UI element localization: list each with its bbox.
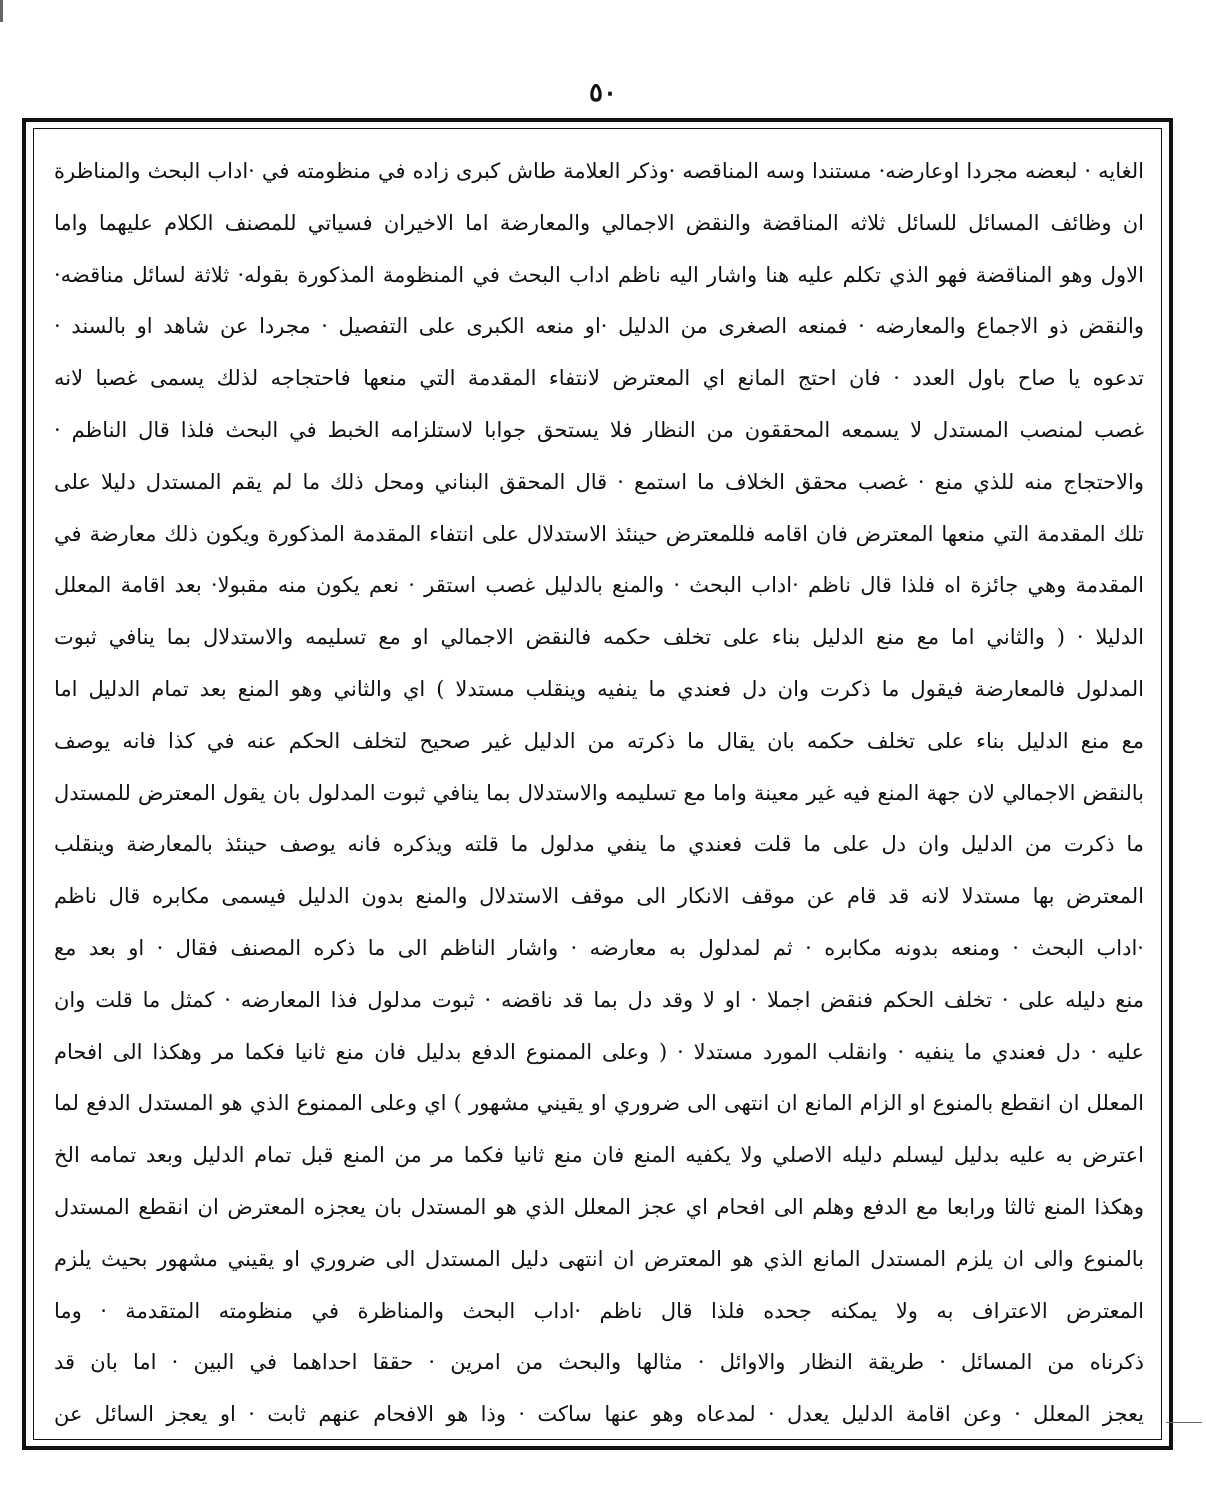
text-line: اعترض به عليه بدليل ليسلم دليله الاصلي ولا يكفيه المنع فان منع ثانيا فكما مر من المنع قبل تمام الدليل وبعد تمامه الخ — [54, 1143, 1144, 1168]
text-line: بالنقض الاجمالي لان جهة المنع فيه غير معينة واما مع تسليمه والاستدلال بما ينافي ثبوت المدلول بان يقول المعترض للمستدل — [54, 780, 1144, 805]
text-line: المعلل ان انقطع بالمنوع او الزام المانع ان انتهى الى ضروري او يقيني مشهور ) اي وعلى الممنوع الذي هو المستدل الدفع لما — [54, 1091, 1144, 1116]
text-line: المعترض الاعتراف به ولا يمكنه جحده فلذا قال ناظم ·اداب البحث والمناظرة في منظومته المتقدمة · وما — [54, 1298, 1144, 1323]
text-line: المعترض بها مستدلا لانه قد قام عن موقف الانكار الى موقف الاستدلال والمنع بدون الدليل فيسمى مكابره قال ناظم — [54, 884, 1144, 909]
text-line: بالمنوع والى ان يلزم المستدل المانع الذي هو المعترض ان انتهى دليل المستدل الى ضروري او يقيني مشهور بحيث يلزم — [54, 1246, 1144, 1271]
text-line: المدلول فالمعارضة فيقول ما ذكرت وان دل فعندي ما ينفيه وينقلب مستدلا ) اي والثاني وهو المنع بعد تمام الدليل اما — [54, 676, 1144, 701]
text-line: ما ذكرت من الدليل وان دل على ما قلت فعندي ما ينفي مدلول ما قلته ويذكره فانه يوصف حينئذ بالمعارضة وينقلب — [54, 832, 1144, 857]
text-line: الاول وهو المناقضة فهو الذي تكلم عليه هنا واشار اليه ناظم اداب البحث في المنظومة المذكورة بقوله· ثلاثة لسائل مناقضه· — [54, 262, 1144, 287]
text-line: منع دليله على · تخلف الحكم فنقض اجملا · او لا وقد دل بما قد ناقضه · ثبوت مدلول فذا المعارضه · كمثل ما قلت وان — [54, 987, 1144, 1012]
page-number: ٥٠ — [589, 78, 617, 108]
text-line: المقدمة وهي جائزة اه فلذا قال ناظم ·اداب البحث · والمنع بالدليل غصب استقر · نعم يكون منه مقبولا· بعد اقامة المعلل — [54, 573, 1144, 598]
right-margin-mark — [1166, 1422, 1202, 1423]
text-line: تلك المقدمة التي منعها المعترض فان اقامه فللمعترض حينئذ الاستدلال على انتفاء المقدمة المذكورة ويكون ذلك معارضة في — [54, 521, 1144, 546]
text-line: ·اداب البحث · ومنعه بدونه مكابره · ثم لمدلول به معارضه · واشار الناظم الى ما ذكره المصنف فقال · او بعد مع — [54, 935, 1144, 960]
text-line: الغايه · لبعضه مجردا اوعارضه· مستندا وسه المناقصه ·وذكر العلامة طاش كبرى زاده في منظومته في ·اداب البحث والمناظرة — [54, 159, 1144, 183]
text-line: ان وظائف المسائل للسائل ثلاثه المناقضة والنقض الاجمالي والمعارضة اما الاخيران فسياتي للمصنف الكلام عليهما واما — [54, 210, 1144, 235]
text-line: وهكذا المنع ثالثا ورابعا مع الدفع وهلم الى افحام اي عجز المعلل الذي هو المستدل بان يعجزه المعترض ان انقطع المستدل — [54, 1194, 1144, 1219]
left-margin-mark — [0, 0, 3, 22]
text-line: ذكرناه من المسائل · طريقة النظار والاوائل · مثالها والبحث من امرين · حققا احداهما في البين · اما بان قد — [54, 1350, 1144, 1375]
text-line: عليه · دل فعندي ما ينفيه · وانقلب المورد مستدلا · ( وعلى الممنوع الدفع بدليل فان منع ثانيا فكما مر وهكذا الى افحام — [54, 1039, 1144, 1064]
text-line: يعجز المعلل · وعن اقامة الدليل يعدل · لمدعاه وهو عنها ساكت · وذا هو الافحام عنهم ثابت · او يعجز السائل عن — [54, 1402, 1144, 1427]
text-line: غصب لمنصب المستدل لا يسمعه المحققون من النظار فلا يستحق جوابا لاستلزامه الخبط في البحث فلذا قال الناظم · — [54, 417, 1144, 442]
text-line: والنقض ذو الاجماع والمعارضه · فمنعه الصغرى من الدليل ·او منعه الكبرى على التفصيل · مجردا عن شاهد او بالسند · — [54, 314, 1144, 339]
body-text — [54, 146, 1144, 1441]
text-line: الدليلا · ( والثاني اما مع منع الدليل بناء على تخلف حكمه فالنقض الاجمالي او مع تسليمه والاستدلال بما ينافي ثبوت — [54, 625, 1144, 650]
text-line: مع منع الدليل بناء على تخلف حكمه بان يقال ما ذكرته من الدليل غير صحيح لتخلف الحكم عنه في كذا فانه يوصف — [54, 728, 1144, 753]
text-line: والاحتجاج منه للذي منع · غصب محقق الخلاف ما استمع · قال المحقق البناني ومحل ذلك ما لم يقم المستدل دليلا على — [54, 469, 1144, 494]
text-line: تدعوه يا صاح باول العدد · فان احتج المانع اي المعترض لانتفاء المقدمة التي منعها فاحتجاجه لذلك يسمى غصبا لانه — [54, 366, 1144, 391]
